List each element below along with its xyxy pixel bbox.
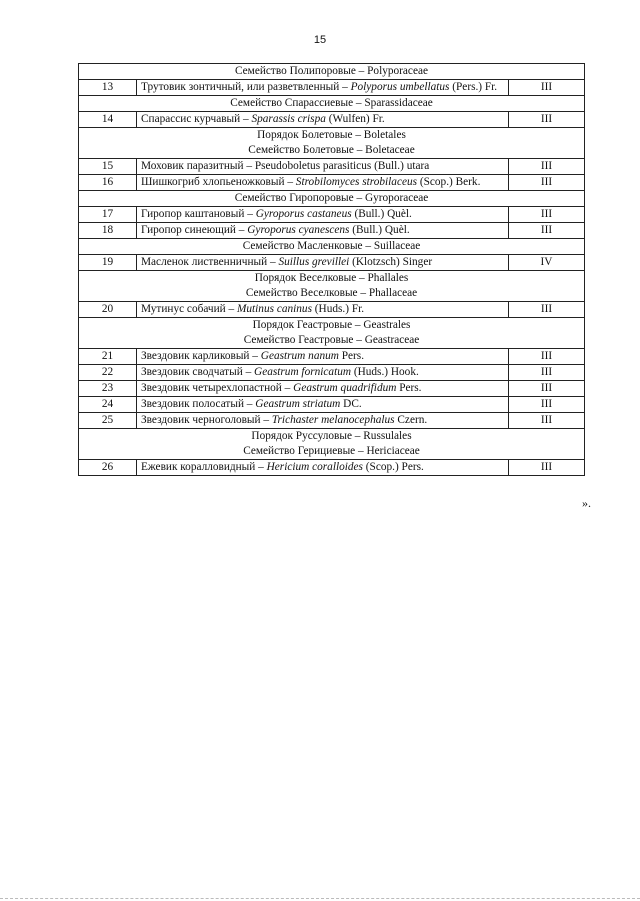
- red-book-species-table: [78, 63, 585, 476]
- taxon-header-cell: [79, 271, 585, 302]
- taxon-header-cell: [79, 64, 585, 80]
- closing-quote: ».: [582, 496, 591, 510]
- species-name-russian: Трутовик зонтичный, или разветвленный –: [141, 81, 351, 93]
- rarity-category: III: [509, 460, 585, 476]
- species-name-russian: Звездовик четырехлопастной –: [141, 382, 294, 394]
- taxon-header-row: [79, 318, 585, 349]
- taxon-header-cell: [79, 128, 585, 159]
- rarity-category: III: [509, 397, 585, 413]
- species-name: [137, 413, 509, 429]
- species-row: [79, 255, 585, 271]
- species-row: [79, 80, 585, 96]
- species-number: 16: [79, 175, 137, 191]
- species-name-russian: Шишкогриб хлопьеножковый –: [141, 176, 296, 188]
- species-name-latin: Suillus grevillei: [278, 256, 350, 268]
- species-name-russian: Мутинус собачий –: [141, 303, 237, 315]
- species-number: 23: [79, 381, 137, 397]
- species-name-russian: Спарассис курчавый –: [141, 113, 252, 125]
- species-number: 22: [79, 365, 137, 381]
- species-row: [79, 175, 585, 191]
- species-name-latin: Strobilomyces strobilaceus: [295, 176, 418, 188]
- species-name-latin: Gyroporus cyanescens: [247, 224, 350, 236]
- species-name-latin: Mutinus caninus: [236, 303, 312, 315]
- rarity-category: III: [509, 349, 585, 365]
- species-name-russian: Гиропор синеющий –: [141, 224, 248, 236]
- rarity-category: III: [509, 365, 585, 381]
- taxon-header-cell: [79, 429, 585, 460]
- species-author: (Scop.) Pers.: [362, 461, 424, 473]
- species-row: [79, 223, 585, 239]
- species-author: (Huds.) Hook.: [351, 366, 419, 378]
- species-name-latin: Trichaster melanocephalus: [271, 414, 395, 426]
- species-name: [137, 302, 509, 318]
- species-row: [79, 397, 585, 413]
- rarity-category: III: [509, 112, 585, 128]
- species-row: [79, 159, 585, 175]
- rarity-category: III: [509, 381, 585, 397]
- footer-rule: [0, 898, 640, 899]
- species-row: [79, 112, 585, 128]
- species-name: [137, 159, 509, 175]
- taxon-header-row: [79, 64, 585, 80]
- taxon-header-cell: [79, 239, 585, 255]
- species-name-latin: Gyroporus castaneus: [255, 208, 352, 220]
- taxon-header-cell: [79, 96, 585, 112]
- taxon-header-line: Семейство Геастровые – Geastraceae: [243, 334, 420, 346]
- species-row: [79, 349, 585, 365]
- species-name: [137, 349, 509, 365]
- species-author: DC.: [340, 398, 362, 410]
- taxon-header-line: Семейство Болетовые – Boletaceae: [248, 144, 415, 156]
- taxon-header-line: Семейство Гиропоровые – Gyroporaceae: [234, 192, 429, 204]
- species-name: [137, 365, 509, 381]
- species-name-russian: Звездовик полосатый –: [141, 398, 256, 410]
- taxon-header-line: Порядок Веселковые – Phallales: [254, 272, 409, 284]
- species-author: Pers.: [396, 382, 422, 394]
- species-row: [79, 381, 585, 397]
- species-name: [137, 207, 509, 223]
- species-name: [137, 460, 509, 476]
- species-name-latin: Geastrum striatum: [255, 398, 341, 410]
- species-name-latin: Polyporus umbellatus: [350, 81, 450, 93]
- species-number: 19: [79, 255, 137, 271]
- taxon-header-line: Порядок Геастровые – Geastrales: [252, 319, 411, 331]
- species-row: [79, 207, 585, 223]
- taxon-header-line: Семейство Спарассиевые – Sparassidaceae: [230, 97, 433, 109]
- species-name-latin: Geastrum fornicatum: [254, 366, 352, 378]
- rarity-category: III: [509, 207, 585, 223]
- species-number: 21: [79, 349, 137, 365]
- taxon-header-line: Порядок Руссуловые – Russulales: [251, 430, 412, 442]
- species-name: [137, 381, 509, 397]
- species-author: (Bull.) Quèl.: [349, 224, 410, 236]
- species-number: 25: [79, 413, 137, 429]
- species-name-russian: Звездовик сводчатый –: [141, 366, 255, 378]
- species-author: Pers.: [338, 350, 365, 362]
- species-row: [79, 460, 585, 476]
- species-name-latin: Sparassis crispa: [251, 113, 326, 125]
- species-name: [137, 80, 509, 96]
- rarity-category: III: [509, 159, 585, 175]
- rarity-category: IV: [509, 255, 585, 271]
- species-name-latin: Hericium coralloides: [266, 461, 363, 473]
- species-number: 17: [79, 207, 137, 223]
- species-name-russian: Масленок лиственничный –: [141, 256, 279, 268]
- species-number: 14: [79, 112, 137, 128]
- species-name: [137, 112, 509, 128]
- rarity-category: III: [509, 80, 585, 96]
- species-number: 15: [79, 159, 137, 175]
- taxon-header-row: [79, 128, 585, 159]
- rarity-category: III: [509, 223, 585, 239]
- taxon-header-row: [79, 191, 585, 207]
- taxon-header-line: Семейство Полипоровые – Polyporaceae: [235, 65, 428, 77]
- species-name: [137, 175, 509, 191]
- species-name: [137, 397, 509, 413]
- species-name: [137, 255, 509, 271]
- species-number: 13: [79, 80, 137, 96]
- taxon-header-cell: [79, 318, 585, 349]
- rarity-category: III: [509, 413, 585, 429]
- taxon-header-line: Семейство Герициевые – Hericiaceae: [243, 445, 420, 457]
- rarity-category: III: [509, 175, 585, 191]
- taxon-header-line: Семейство Веселковые – Phallaceae: [245, 287, 418, 299]
- species-name-latin: Geastrum quadrifidum: [293, 382, 397, 394]
- species-author: Czern.: [394, 414, 428, 426]
- species-number: 20: [79, 302, 137, 318]
- species-name-russian: Гиропор каштановый –: [141, 208, 256, 220]
- species-author: (Bull.) Quèl.: [351, 208, 412, 220]
- species-author: (Huds.) Fr.: [311, 303, 365, 315]
- species-number: 24: [79, 397, 137, 413]
- species-row: [79, 413, 585, 429]
- species-name-latin: Geastrum nanum: [260, 350, 339, 362]
- species-author: (Pers.) Fr.: [449, 81, 498, 93]
- species-number: 18: [79, 223, 137, 239]
- rarity-category: III: [509, 302, 585, 318]
- species-name-russian: Моховик паразитный – Pseudoboletus parasiticus (Bull.) utara: [141, 160, 430, 172]
- species-row: [79, 302, 585, 318]
- taxon-header-row: [79, 239, 585, 255]
- taxon-header-line: Порядок Болетовые – Boletales: [257, 129, 406, 141]
- species-number: 26: [79, 460, 137, 476]
- taxon-header-row: [79, 271, 585, 302]
- species-author: (Scop.) Berk.: [417, 176, 481, 188]
- taxon-header-line: Семейство Масленковые – Suillaceae: [242, 240, 421, 252]
- taxon-header-row: [79, 429, 585, 460]
- page-number: 15: [313, 34, 327, 46]
- species-name-russian: Ежевик коралловидный –: [141, 461, 267, 473]
- species-author: (Klotzsch) Singer: [349, 256, 433, 268]
- species-author: (Wulfen) Fr.: [325, 113, 385, 125]
- species-table-body: [79, 64, 585, 476]
- taxon-header-row: [79, 96, 585, 112]
- species-name-russian: Звездовик карликовый –: [141, 350, 261, 362]
- species-name-russian: Звездовик черноголовый –: [141, 414, 272, 426]
- species-name: [137, 223, 509, 239]
- taxon-header-cell: [79, 191, 585, 207]
- species-row: [79, 365, 585, 381]
